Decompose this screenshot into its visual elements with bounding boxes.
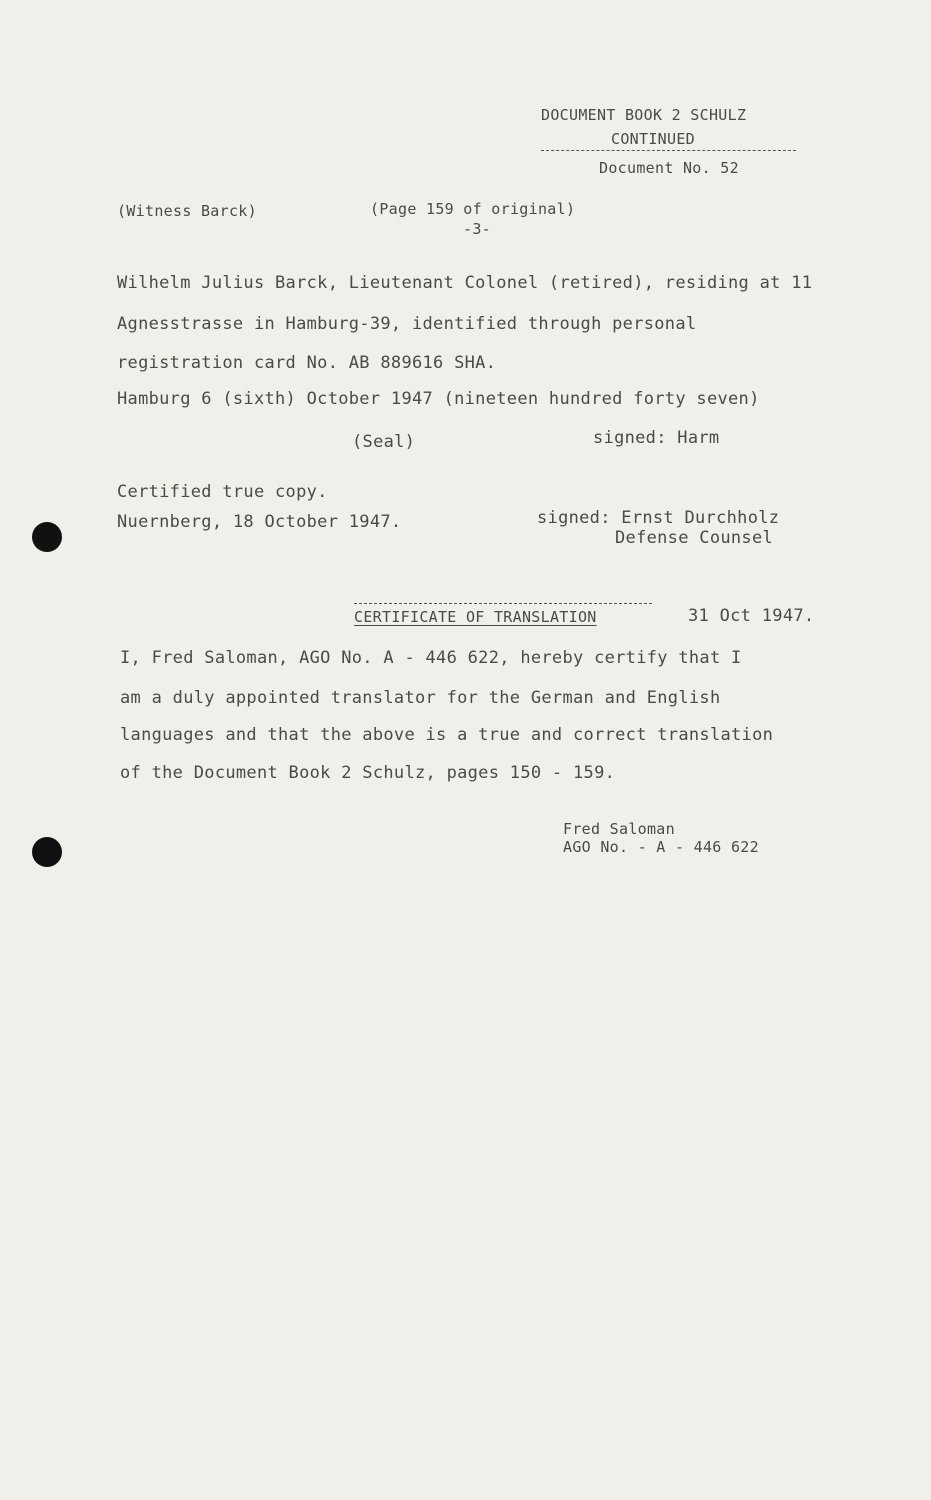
body-line: registration card No. AB 889616 SHA.	[117, 353, 497, 373]
signed-harm: signed: Harm	[593, 428, 720, 448]
punch-hole	[32, 522, 62, 552]
defense-counsel: Defense Counsel	[615, 528, 774, 548]
continued-label: CONTINUED	[611, 130, 695, 148]
page-reference: (Page 159 of original)	[370, 200, 576, 218]
body-line: Hamburg 6 (sixth) October 1947 (nineteen hundred forty seven)	[117, 389, 760, 409]
certified-true-copy: Certified true copy.	[117, 482, 328, 502]
punch-hole	[32, 837, 62, 867]
document-number: Document No. 52	[599, 159, 739, 177]
header-rule	[541, 150, 796, 151]
certificate-line: languages and that the above is a true and correct translation	[120, 725, 774, 745]
certificate-line: of the Document Book 2 Schulz, pages 150 - 159.	[120, 763, 616, 783]
certificate-line: I, Fred Saloman, AGO No. A - 446 622, hereby certify that I	[120, 648, 742, 668]
witness-label: (Witness Barck)	[117, 202, 257, 220]
body-line: Agnesstrasse in Hamburg-39, identified through personal	[117, 314, 697, 334]
document-book-header: DOCUMENT BOOK 2 SCHULZ	[541, 106, 747, 124]
certificate-line: am a duly appointed translator for the German and English	[120, 688, 721, 708]
seal-mark: (Seal)	[352, 432, 416, 452]
signed-durchholz: signed: Ernst Durchholz	[537, 508, 780, 528]
page-number: -3-	[463, 220, 491, 238]
translator-name: Fred Saloman	[563, 820, 675, 838]
translator-ago-number: AGO No. - A - 446 622	[563, 838, 759, 856]
place-date: Nuernberg, 18 October 1947.	[117, 512, 402, 532]
certificate-title: CERTIFICATE OF TRANSLATION	[354, 608, 597, 626]
certificate-date: 31 Oct 1947.	[688, 606, 815, 626]
certificate-top-rule	[354, 603, 652, 604]
body-line: Wilhelm Julius Barck, Lieutenant Colonel (retired), residing at 11	[117, 273, 813, 293]
